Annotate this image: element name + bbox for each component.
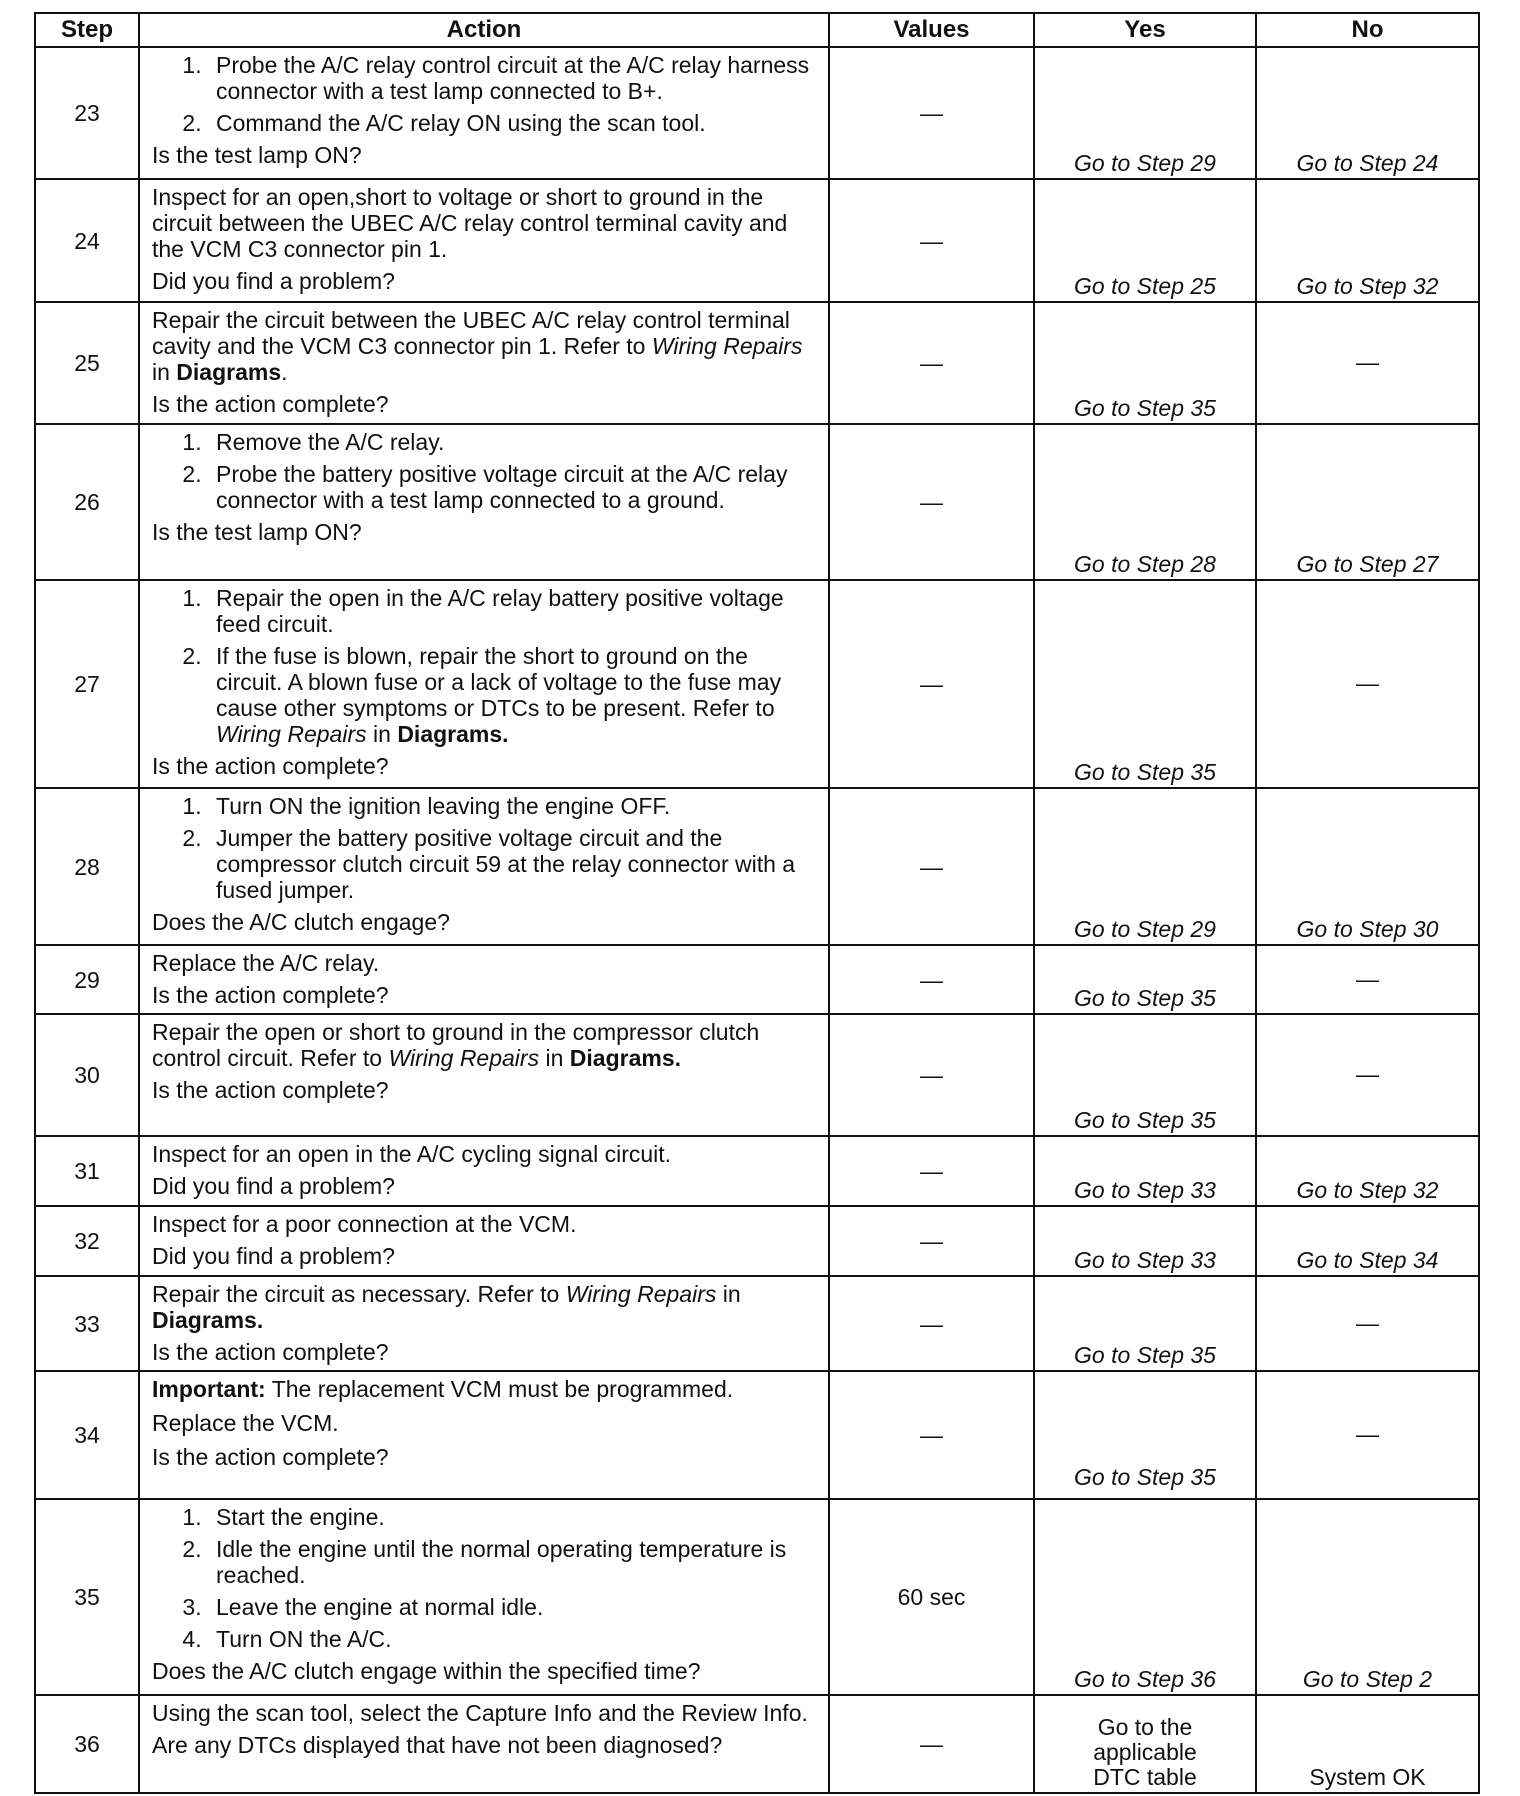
header-yes: Yes <box>1034 13 1256 47</box>
step-number: 24 <box>35 179 139 302</box>
action-text-part: . <box>281 359 288 385</box>
action-text-part: in <box>716 1281 741 1307</box>
table-row <box>35 945 1479 1014</box>
action-text-part: If the fuse is blown, repair the short to ground on the circuit. A blown fuse or a lack of voltage to the fuse may cause other symptoms or DTCs to be present. Refer to <box>216 643 782 721</box>
action-question: Is the action complete? <box>152 982 389 1008</box>
action-cell <box>139 580 829 788</box>
action-text-part: in <box>539 1045 570 1071</box>
action-text-part: . <box>674 1045 681 1071</box>
wiring-repairs-ref: Wiring Repairs <box>388 1045 540 1071</box>
action-question: Does the A/C clutch engage within the specified time? <box>152 1658 701 1684</box>
action-question: Is the action complete? <box>152 1339 389 1365</box>
action-item: 1. Repair the open in the A/C relay battery positive voltage feed circuit. <box>208 585 818 637</box>
value-cell: — <box>829 424 1034 580</box>
action-text: Inspect for an open,short to voltage or short to ground in the circuit between the UBEC A/C relay control terminal cavity and the VCM C3 connector pin 1. <box>152 184 788 262</box>
value-cell: — <box>829 1371 1034 1499</box>
action-item: 4. Turn ON the A/C. <box>208 1626 818 1652</box>
step-number: 27 <box>35 580 139 788</box>
value-cell: — <box>829 788 1034 945</box>
action-question: Did you find a problem? <box>152 1243 395 1269</box>
action-question: Are any DTCs displayed that have not been diagnosed? <box>152 1732 723 1758</box>
action-question: Is the test lamp ON? <box>152 519 362 545</box>
action-cell <box>139 1276 829 1371</box>
value-cell: — <box>829 1695 1034 1793</box>
value-cell: — <box>829 580 1034 788</box>
action-text: Using the scan tool, select the Capture Info and the Review Info. <box>152 1700 808 1726</box>
step-number: 32 <box>35 1206 139 1276</box>
header-values: Values <box>829 13 1034 47</box>
action-cell <box>139 1206 829 1276</box>
no-link: — <box>1256 1371 1479 1499</box>
no-link: — <box>1256 945 1479 1014</box>
table-row <box>35 1206 1479 1276</box>
action-question: Does the A/C clutch engage? <box>152 909 450 935</box>
step-number: 23 <box>35 47 139 179</box>
value-cell: 60 sec <box>829 1499 1034 1695</box>
table-row <box>35 788 1479 945</box>
action-cell <box>139 424 829 580</box>
table-row <box>35 1695 1479 1793</box>
action-list <box>152 1504 818 1652</box>
table-row <box>35 1276 1479 1371</box>
no-link: Go to Step 34 <box>1256 1206 1479 1276</box>
yes-line: Go to the <box>1097 1714 1193 1740</box>
step-number: 28 <box>35 788 139 945</box>
table-row <box>35 1499 1479 1695</box>
step-number: 33 <box>35 1276 139 1371</box>
table-row <box>35 47 1479 179</box>
action-text-part: . <box>256 1307 264 1333</box>
action-cell <box>139 1499 829 1695</box>
step-number: 36 <box>35 1695 139 1793</box>
yes-link: Go to Step 35 <box>1034 945 1256 1014</box>
action-list <box>152 429 818 513</box>
yes-result <box>1034 1695 1256 1793</box>
action-cell <box>139 47 829 179</box>
table-row <box>35 1371 1479 1499</box>
action-cell <box>139 788 829 945</box>
step-number: 25 <box>35 302 139 424</box>
action-cell <box>139 1695 829 1793</box>
action-text <box>152 307 818 385</box>
no-link: Go to Step 2 <box>1256 1499 1479 1695</box>
step-number: 26 <box>35 424 139 580</box>
wiring-repairs-ref: Wiring Repairs <box>651 333 803 359</box>
wiring-repairs-ref: Wiring Repairs <box>216 721 367 747</box>
action-cell <box>139 302 829 424</box>
yes-line: applicable <box>1093 1739 1197 1765</box>
action-text: Inspect for a poor connection at the VCM. <box>152 1211 577 1237</box>
step-number: 31 <box>35 1136 139 1206</box>
action-text: Replace the VCM. <box>152 1410 339 1436</box>
step-number: 34 <box>35 1371 139 1499</box>
header-row <box>35 13 1479 47</box>
diagrams-ref: Diagrams <box>176 359 282 385</box>
yes-link: Go to Step 36 <box>1034 1499 1256 1695</box>
yes-link: Go to Step 33 <box>1034 1136 1256 1206</box>
yes-link: Go to Step 35 <box>1034 1014 1256 1136</box>
value-cell: — <box>829 945 1034 1014</box>
value-cell: — <box>829 1276 1034 1371</box>
action-item: 3. Leave the engine at normal idle. <box>208 1594 818 1620</box>
diagrams-ref: Diagrams <box>569 1045 675 1071</box>
yes-link: Go to Step 28 <box>1034 424 1256 580</box>
action-item: 2. Jumper the battery positive voltage circuit and the compressor clutch circuit 59 at the relay connector with a fused jumper. <box>208 825 818 903</box>
action-item: 1. Turn ON the ignition leaving the engine OFF. <box>208 793 818 819</box>
action-list <box>152 52 818 136</box>
action-list <box>152 585 818 747</box>
wiring-repairs-ref: Wiring Repairs <box>565 1281 717 1307</box>
value-cell: — <box>829 1206 1034 1276</box>
no-link: — <box>1256 1014 1479 1136</box>
yes-link: Go to Step 25 <box>1034 179 1256 302</box>
step-number: 29 <box>35 945 139 1014</box>
action-question: Is the action complete? <box>152 1444 389 1470</box>
no-result: System OK <box>1256 1695 1479 1793</box>
yes-link: Go to Step 35 <box>1034 1371 1256 1499</box>
action-cell <box>139 1136 829 1206</box>
action-item: 1. Start the engine. <box>208 1504 818 1530</box>
action-cell <box>139 1371 829 1499</box>
action-cell <box>139 945 829 1014</box>
no-link: — <box>1256 302 1479 424</box>
action-question: Did you find a problem? <box>152 1173 395 1199</box>
no-link: Go to Step 27 <box>1256 424 1479 580</box>
action-item: 1. Probe the A/C relay control circuit at the A/C relay harness connector with a test lamp connected to B+. <box>208 52 818 104</box>
diagrams-ref: Diagrams <box>152 1307 257 1333</box>
action-text-part: Repair the open or short to ground in the compressor clutch control circuit. Refer to <box>152 1019 760 1071</box>
value-cell: — <box>829 1136 1034 1206</box>
action-question: Did you find a problem? <box>152 268 395 294</box>
table-row <box>35 179 1479 302</box>
action-text <box>152 1281 818 1333</box>
no-link: Go to Step 32 <box>1256 1136 1479 1206</box>
no-link: — <box>1256 580 1479 788</box>
yes-line: DTC table <box>1093 1764 1197 1790</box>
action-item: 2. Probe the battery positive voltage circuit at the A/C relay connector with a test lamp connected to a ground. <box>208 461 818 513</box>
diagrams-ref: Diagrams <box>397 721 503 747</box>
action-question: Is the action complete? <box>152 1077 389 1103</box>
no-link: Go to Step 30 <box>1256 788 1479 945</box>
yes-link: Go to Step 35 <box>1034 580 1256 788</box>
table-row <box>35 302 1479 424</box>
important-label: Important: <box>152 1376 266 1402</box>
important-text: The replacement VCM must be programmed. <box>265 1376 734 1402</box>
yes-link: Go to Step 35 <box>1034 1276 1256 1371</box>
no-link: Go to Step 24 <box>1256 47 1479 179</box>
table-row <box>35 1014 1479 1136</box>
action-question: Is the test lamp ON? <box>152 142 362 168</box>
header-step: Step <box>35 13 139 47</box>
value-cell: — <box>829 179 1034 302</box>
yes-link: Go to Step 33 <box>1034 1206 1256 1276</box>
no-link: Go to Step 32 <box>1256 179 1479 302</box>
value-cell: — <box>829 1014 1034 1136</box>
action-text: Inspect for an open in the A/C cycling signal circuit. <box>152 1141 672 1167</box>
action-list <box>152 793 818 903</box>
action-item <box>208 643 818 747</box>
yes-link: Go to Step 29 <box>1034 47 1256 179</box>
no-link: — <box>1256 1276 1479 1371</box>
table-row <box>35 1136 1479 1206</box>
action-cell <box>139 179 829 302</box>
action-item: 1. Remove the A/C relay. <box>208 429 818 455</box>
action-question: Is the action complete? <box>152 391 389 417</box>
table-row <box>35 580 1479 788</box>
step-number: 35 <box>35 1499 139 1695</box>
important-note <box>152 1376 818 1402</box>
yes-link: Go to Step 29 <box>1034 788 1256 945</box>
action-text-part: Repair the circuit as necessary. Refer to <box>152 1281 566 1307</box>
action-question: Is the action complete? <box>152 753 389 779</box>
action-item: 2. Command the A/C relay ON using the scan tool. <box>208 110 818 136</box>
action-text <box>152 1019 818 1071</box>
action-cell <box>139 1014 829 1136</box>
action-text-part: in <box>152 359 177 385</box>
diagnostic-table-page <box>34 12 1478 1794</box>
action-text-part: . <box>502 721 509 747</box>
yes-link: Go to Step 35 <box>1034 302 1256 424</box>
header-no: No <box>1256 13 1479 47</box>
step-number: 30 <box>35 1014 139 1136</box>
value-cell: — <box>829 302 1034 424</box>
action-text: Replace the A/C relay. <box>152 950 380 976</box>
action-item: 2. Idle the engine until the normal operating temperature is reached. <box>208 1536 818 1588</box>
action-text-part: in <box>366 721 398 747</box>
header-action: Action <box>139 13 829 47</box>
action-text-part: Repair the circuit between the UBEC A/C relay control terminal cavity and the VCM C3 connector pin 1. Refer to <box>152 307 790 359</box>
diagnostic-table <box>34 12 1480 1794</box>
table-row <box>35 424 1479 580</box>
value-cell: — <box>829 47 1034 179</box>
